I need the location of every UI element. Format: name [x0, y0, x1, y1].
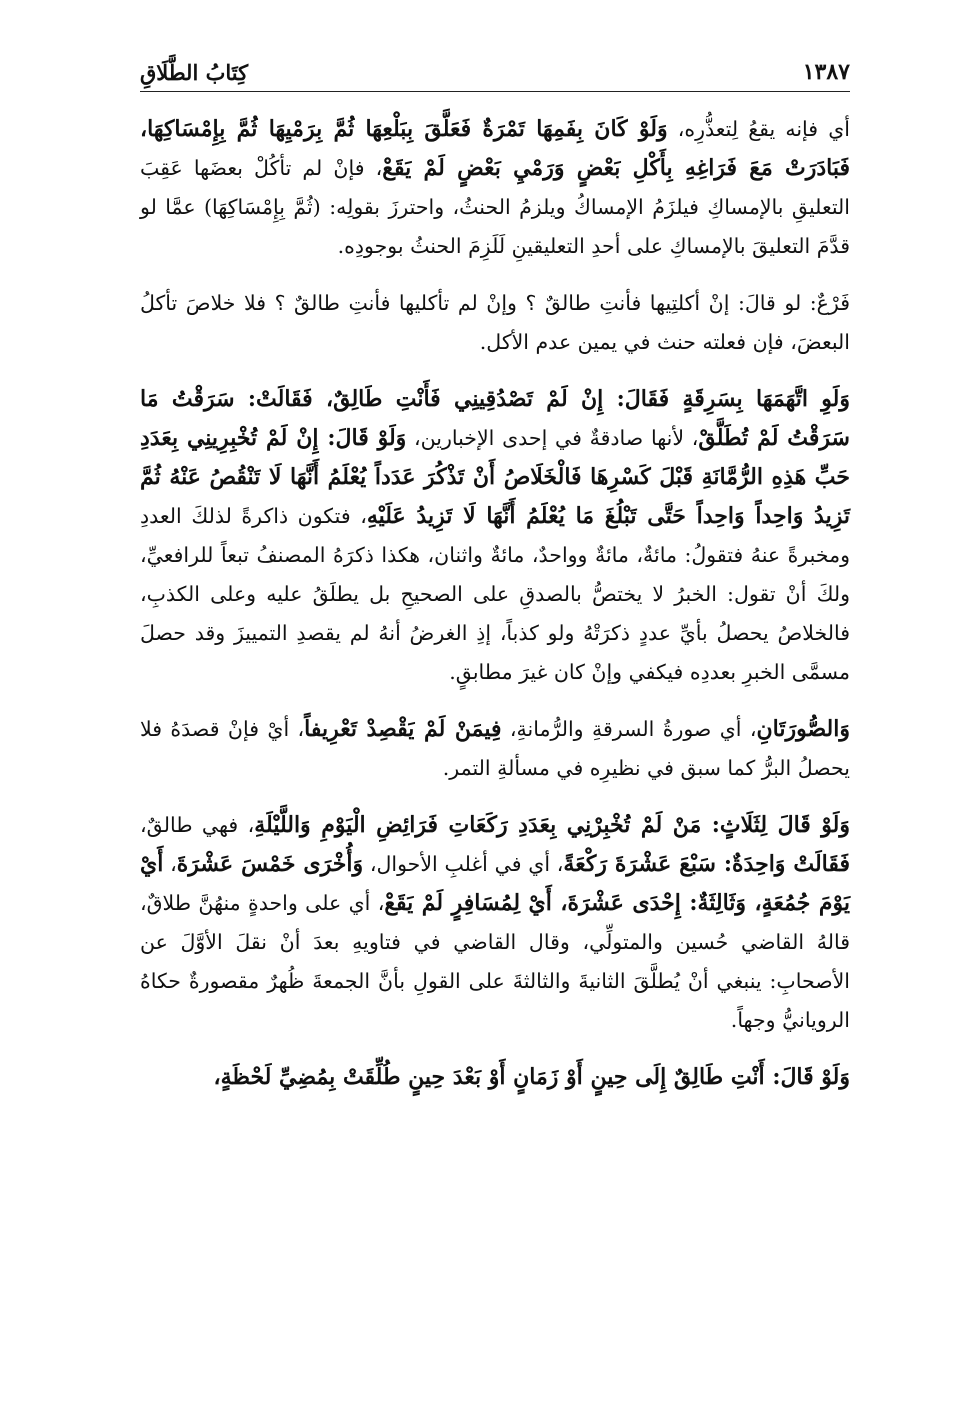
paragraph	[140, 806, 850, 1040]
paragraph	[140, 284, 850, 362]
paragraph	[140, 1058, 850, 1097]
matn-text: وَالصُّورَتَانِ	[756, 716, 850, 742]
running-header	[140, 52, 850, 92]
paragraph	[140, 110, 850, 266]
commentary-text: ، فتكون ذاكرةً لذلكَ العددِ ومخبرةً عنهُ فتقولُ: مائةٌ، مائةٌ وواحدٌ، مائةٌ واثنان، هكذا ذكرَهُ المصنفُ تبعاً للرافعيِّ، ولكَ أنْ تقول: الخبرُ لا يختصُّ بالصدقِ على الصحيحِ بل يطلَقُ عليه وعلى الكذبِ، فالخلاصُ يحصلُ بأيِّ عددٍ ذكرَتْهُ ولو كذباً، إذِ الغرضُ أنهُ لم يقصدِ التمييزَ وقد حصلَ مسمَّى الخبرِ بعددِه فيكفي وإنْ كان غيرَ مطابقٍ.	[140, 504, 850, 684]
body-text	[140, 110, 850, 1115]
commentary-text: ، فإنْ لم تأكُلْ بعضَها عَقِبَ التعليقِ بالإمساكِ فيلزَمُ الإمساكُ ويلزمُ الحنثُ، واحترزَ بقولِه: (ثُمَّ بِإِمْسَاكِهَا) عمَّا لو قدَّمَ التعليقَ بالإمساكِ على أحدِ التعليقينِ لَلَزِمَ الحنثُ بوجودِه.	[140, 156, 850, 258]
commentary-text: ، أيْ فإنْ قصدَهُ فلا يحصلُ البرُّ كما سبق في نظيرِه في مسألةِ التمر.	[140, 717, 850, 780]
commentary-text: ، أي على واحدةٍ منهُنَّ طلاقٌ، قالهُ القاضي حُسين والمتولِّي، وقال القاضي في فتاويهِ بعدَ أنْ نقلَ الأوَّلَ عن الأصحابِ: ينبغي أنْ يُطلَّقَ الثانيةَ والثالثةَ على القولِ بأنَّ الجمعةَ ظُهرٌ مقصورةٌ حكاهُ الرويانيُّ وجهاً.	[140, 891, 850, 1032]
matn-text: وَلَوْ قَالَ: إِنْ لَمْ تُخْبِرِينِي بِعَدَدِ حَبِّ هَذِهِ الرُّمَّانَةِ قَبْلَ كَسْرِهَا فَالْخَلَاصُ أَنْ تَذْكُرَ عَدَداً يُعْلَمُ أَنَّهَا لَا تَنْقُصُ عَنْهُ ثُمَّ تَزِيدُ وَاحِداً وَاحِداً حَتَّى تَبْلُغَ مَا يُعْلَمُ أَنَّهَا لَا تَزِيدُ عَلَيْهِ	[140, 425, 850, 529]
commentary-text: ، أي صورةُ السرقةِ والرُّمانةِ،	[501, 717, 757, 741]
matn-text: وَلَوْ قَالَ: أَنْتِ طَالِقٌ إِلَى حِينٍ أَوْ زَمَانٍ أَوْ بَعْدَ حِينٍ طُلِّقَتْ بِمُضِيِّ لَحْظَةٍ،	[213, 1064, 850, 1090]
page-number: ١٣٨٧	[802, 59, 850, 85]
matn-text: وَلَوْ قَالَ لِثَلَاثٍ: مَنْ لَمْ تُخْبِرْنِي بِعَدَدِ رَكَعَاتِ فَرَائِضِ الْيَوْمِ وَاللَّيْلَةِ	[254, 812, 850, 838]
commentary-text: أي فإنه يقعُ لِتعذُّرِه،	[667, 117, 850, 141]
matn-text: فَقَالَتْ وَاحِدَةٌ: سَبْعَ عَشْرَةَ رَكْعَةً	[563, 851, 851, 877]
commentary-text: ،	[163, 852, 177, 876]
paragraph	[140, 710, 850, 788]
commentary-text: ، لأنها صادقةٌ في إحدى الإخبارين،	[406, 426, 699, 450]
matn-text: أَيْ يَوْمَ جُمُعَةٍ، وَثَالِثَةٌ: إِحْدَى عَشْرَةَ، أَيْ لِمُسَافِرٍ لَمْ يَقَعْ	[140, 851, 850, 916]
matn-text: فِيمَنْ لَمْ يَقْصِدْ تَعْرِيفاً	[304, 716, 502, 742]
matn-text: وَأُخْرَى خَمْسَ عَشْرَةَ	[176, 851, 364, 877]
commentary-text: ، فهي طالقٌ،	[140, 813, 255, 837]
commentary-text: ، أي في أغلبِ الأحوال،	[363, 852, 564, 876]
book-title: كِتَابُ الطَّلَاقِ	[140, 60, 249, 85]
paragraph	[140, 380, 850, 692]
matn-text: وَلَوْ كَانَ بِفَمِهَا تَمْرَةٌ فَعَلَّقَ بِبَلْعِهَا ثُمَّ بِرَمْيِهَا ثُمَّ بِإِمْسَاكِهَا، فَبَادَرَتْ مَعَ فَرَاغِهِ بِأَكْلِ بَعْضٍ وَرَمْيِ بَعْضٍ لَمْ يَقَعْ	[140, 116, 850, 181]
commentary-text: فَرْعٌ: لو قالَ: إنْ أكلتِيها فأنتِ طالقٌ ؟ وإنْ لم تأكليها فأنتِ طالقٌ ؟ فلا خلاصَ تأكلُ البعضَ، فإن فعلته حنث في يمين عدم الأكل.	[140, 291, 850, 354]
matn-text: وَلَوِ اتَّهَمَهَا بِسَرِقَةٍ فَقَالَ: إِنْ لَمْ تَصْدُقِينِي فَأَنْتِ طَالِقٌ، فَقَالَتْ: سَرَقْتُ مَا سَرَقْتُ لَمْ تُطَلَّقْ	[140, 386, 850, 451]
